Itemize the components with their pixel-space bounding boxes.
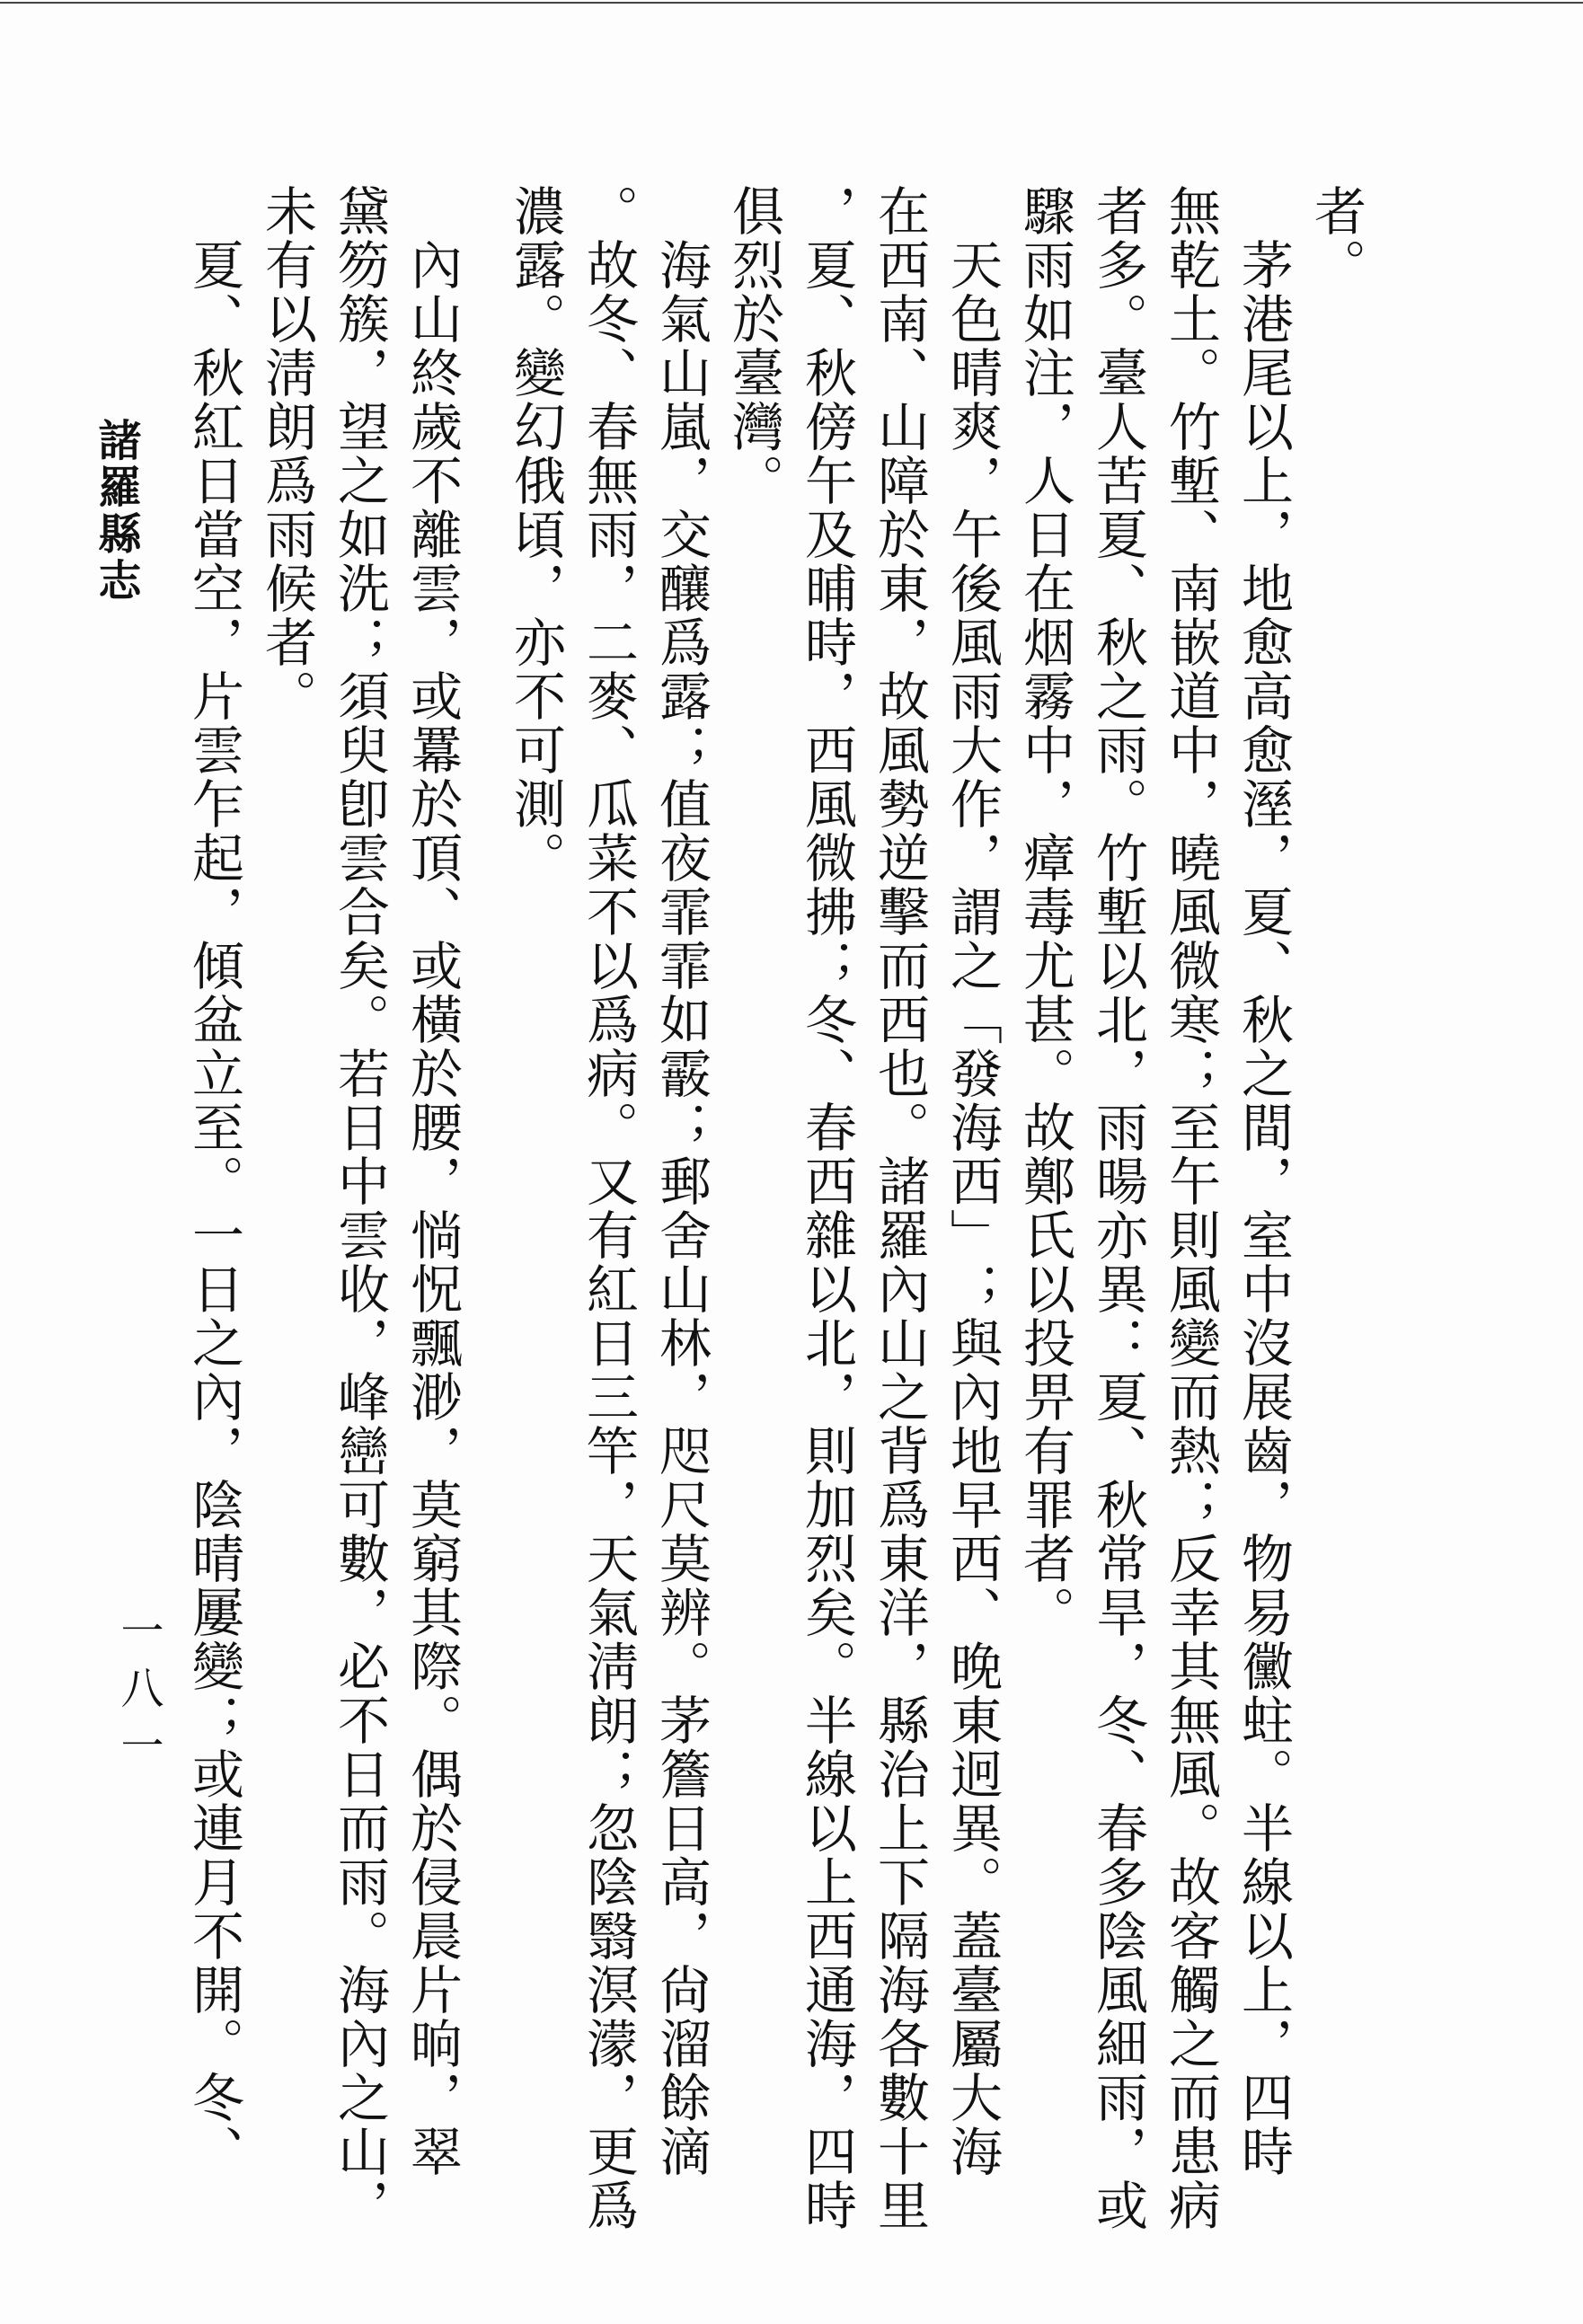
- text-column-14: 黛笏簇，望之如洗；須臾卽雲合矣。若日中雲收，峰巒可數，必不日而雨。海內之山，: [329, 184, 390, 2232]
- text-column-10: 海氣山嵐，交釀爲露；值夜霏霏如霰；郵舍山林，咫尺莫辨。茅簷日高，尙溜餘滴: [650, 184, 712, 2178]
- book-title: 諸羅縣志: [91, 418, 141, 605]
- text-column-16: 夏、秋紅日當空，片雲乍起，傾盆立至。一日之內，陰晴屢變；或連月不開。冬、: [183, 184, 244, 2178]
- text-column-12: 濃露。變幻俄頃，亦不可測。: [505, 184, 566, 885]
- text-column-4: 者多。臺人苦夏、秋之雨。竹塹以北，雨暘亦異：夏、秋常旱，冬、春多陰風細雨，或: [1087, 184, 1148, 2232]
- text-column-5: 驟雨如注，人日在烟霧中，瘴毒尤甚。故鄭氏以投畀有罪者。: [1014, 184, 1075, 1639]
- text-column-8: ，夏、秋傍午及晡時，西風微拂；冬、春西雜以北，則加烈矣。半線以上西通海，四時: [796, 184, 857, 2232]
- text-column-3: 無乾土。竹塹、南嵌道中，曉風微寒；至午則風變而熱；反幸其無風。故客觸之而患病: [1160, 184, 1221, 2232]
- text-column-9: 俱烈於臺灣。: [723, 184, 784, 508]
- text-column-6: 天色晴爽，午後風雨大作，謂之「發海西」；與內地早西、晚東迥異。蓋臺屬大海: [942, 184, 1003, 2178]
- text-column-2: 茅港尾以上，地愈高愈溼，夏、秋之間，室中沒展齒，物易黴蛀。半線以上，四時: [1233, 184, 1294, 2178]
- text-column-13: 內山終歲不離雲，或羃於頂、或橫於腰，惝怳飄渺，莫窮其際。偶於侵晨片晌，翠: [402, 184, 463, 2178]
- text-column-11: 。故冬、春無雨，二麥、瓜菜不以爲病。又有紅日三竿，天氣淸朗；忽陰翳溟濛，更爲: [578, 184, 639, 2232]
- text-column-7: 在西南、山障於東，故風勢逆擊而西也。諸羅內山之背爲東洋，縣治上下隔海各數十里: [869, 184, 930, 2232]
- text-column-1: 者。: [1305, 184, 1366, 292]
- page-number: 一八一: [113, 1608, 164, 1781]
- top-border-line: [0, 2, 1583, 4]
- text-column-15: 未有以淸朗爲雨候者。: [256, 184, 317, 723]
